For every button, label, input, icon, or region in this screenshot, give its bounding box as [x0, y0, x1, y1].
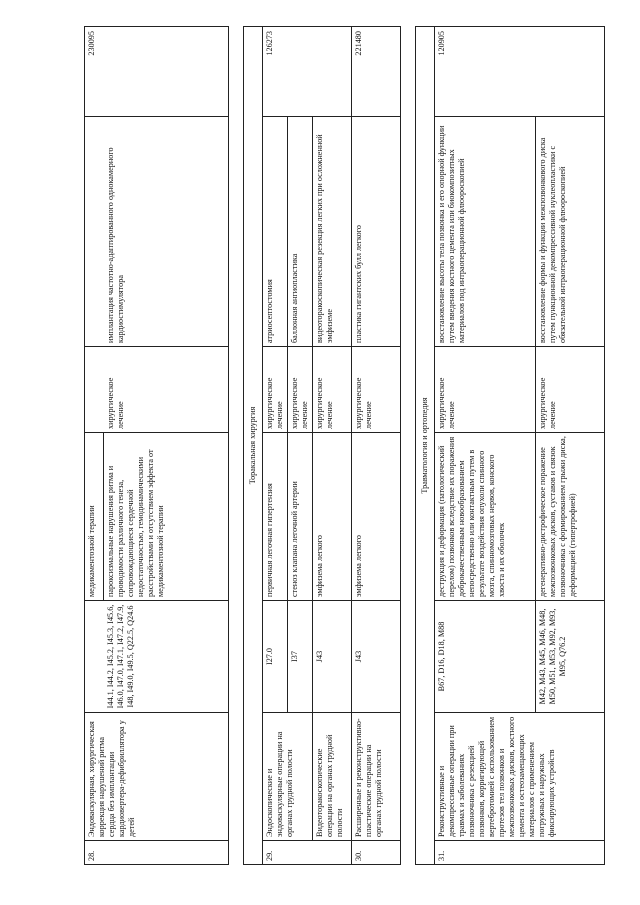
price-cell: 120905: [435, 27, 605, 117]
section-title: Торакальная хирургия: [244, 27, 263, 865]
treatment-method: восстановление высоты тела позвонка и его опорной функции путем введения костного цемента или биокомпозитных материалов под интраоперационной флюороскопией: [435, 117, 536, 347]
icd-codes: I27.0: [263, 601, 288, 713]
treatment-method: пластика гигантских булл легкого: [352, 117, 401, 347]
service-name: Эндоваскулярная, хирургическая коррекция нарушений ритма сердца без имплантации кардиовертера-дефибриллятора у детей: [85, 713, 229, 841]
table-row-29a: [263, 27, 288, 865]
icd-codes: I44.1, I44.2, I45.2, I45.3, I45.6, I46.0, I47.0, I47.1, I47.2, I47.9, I48, I49.0, I49.5, Q22.5, Q24.6: [104, 601, 229, 713]
patient-model: деструкция и деформация (патологический перелом) позвонков вследствие их поражения доброкачественным новообразованием непосредственно или контактным путем в результате воздействия опухоли спинного мозга, спинномозговых нервов, конского хвоста и их оболочек: [435, 433, 536, 601]
patient-model: пароксизмальные нарушения ритма и проводимости различного генеза, сопровождающиеся сердечной недостаточностью, гемодинамическими расстройствами и отсутствием эффекта от медикаментозной терапии: [104, 433, 229, 601]
table-row-28: [85, 27, 104, 865]
table-row-31a: [435, 27, 536, 865]
icd-codes: I37: [288, 601, 313, 713]
model-continuation: медикаментозной терапии: [85, 433, 104, 601]
icd-codes: M42, M43, M45, M46, M48, M50, M51, M53, M92, M93, M95, Q76.2: [536, 601, 605, 713]
patient-model: стеноз клапана легочной артерии: [288, 433, 313, 601]
patient-model: дегенеративно-дистрофическое поражение межпозвонковых дисков, суставов и связок позвоночника с формированием грыжи диска, деформацией (гипертрофией): [536, 433, 605, 601]
patient-model: эмфизема легкого: [313, 433, 352, 601]
treatment-type: хирургическое лечение: [313, 347, 352, 433]
section-header-trauma: [416, 27, 435, 865]
treatment-type: хирургическое лечение: [288, 347, 313, 433]
spacer-row: [401, 27, 416, 865]
section-title: Травматология и ортопедия: [416, 27, 435, 865]
treatment-method: имплантация частотно-адаптированного однокамерного кардиостимулятора: [104, 117, 229, 347]
spacer-row: [229, 27, 244, 865]
row-number: 30.: [352, 841, 401, 865]
treatment-type: хирургическое лечение: [435, 347, 536, 433]
treatment-method: баллонная ангиопластика: [288, 117, 313, 347]
price-cell: 221480: [352, 27, 401, 117]
table-row-30: [352, 27, 401, 865]
service-name: Расширенные и реконструктивно-пластические операции на органах грудной полости: [352, 713, 401, 841]
patient-model: эмфизема легкого: [352, 433, 401, 601]
treatment-method: восстановление формы и функции межпозвонкового диска путем пункционной декомпрессивной нуклеопластики с обязательной интраоперационной флюороскопией: [536, 117, 605, 347]
price-cell: 230095: [85, 27, 229, 117]
row-number: 28.: [85, 841, 229, 865]
icd-codes: J43: [313, 601, 352, 713]
service-name: Эндоскопические и эндоваскулярные операции на органах грудной полости: [263, 713, 313, 841]
treatment-type: хирургическое лечение: [263, 347, 288, 433]
service-name: Реконструктивные и декомпрессивные операции при травмах и заболеваниях позвоночника с резекцией позвонков, корригирующей вертебротомией с использованием протезов тел позвонков и межпозвонковых дисков, костного цемента и остеозамещающих материалов с применением погружных и наружных фиксирующих устройств: [435, 713, 605, 841]
icd-codes: J43: [352, 601, 401, 713]
patient-model: первичная легочная гипертензия: [263, 433, 288, 601]
treatment-type: хирургическое лечение: [352, 347, 401, 433]
service-name: Видеоторакоскопические операции на органах грудной полости: [313, 713, 352, 841]
row-number: 31.: [435, 841, 605, 865]
treatment-type: хирургическое лечение: [536, 347, 605, 433]
row-number: 29.: [263, 841, 352, 865]
medical-services-table: [84, 26, 605, 865]
treatment-type: хирургическое лечение: [104, 347, 229, 433]
treatment-method: видеоторакоскопическая резекция легких при осложненной эмфиземе: [313, 117, 352, 347]
table-row-29c: [313, 27, 352, 865]
treatment-method: атриосептостомия: [263, 117, 288, 347]
price-cell: 126273: [263, 27, 352, 117]
icd-codes: B67, D16, D18, M88: [435, 601, 536, 713]
section-header-thoracic: [244, 27, 263, 865]
